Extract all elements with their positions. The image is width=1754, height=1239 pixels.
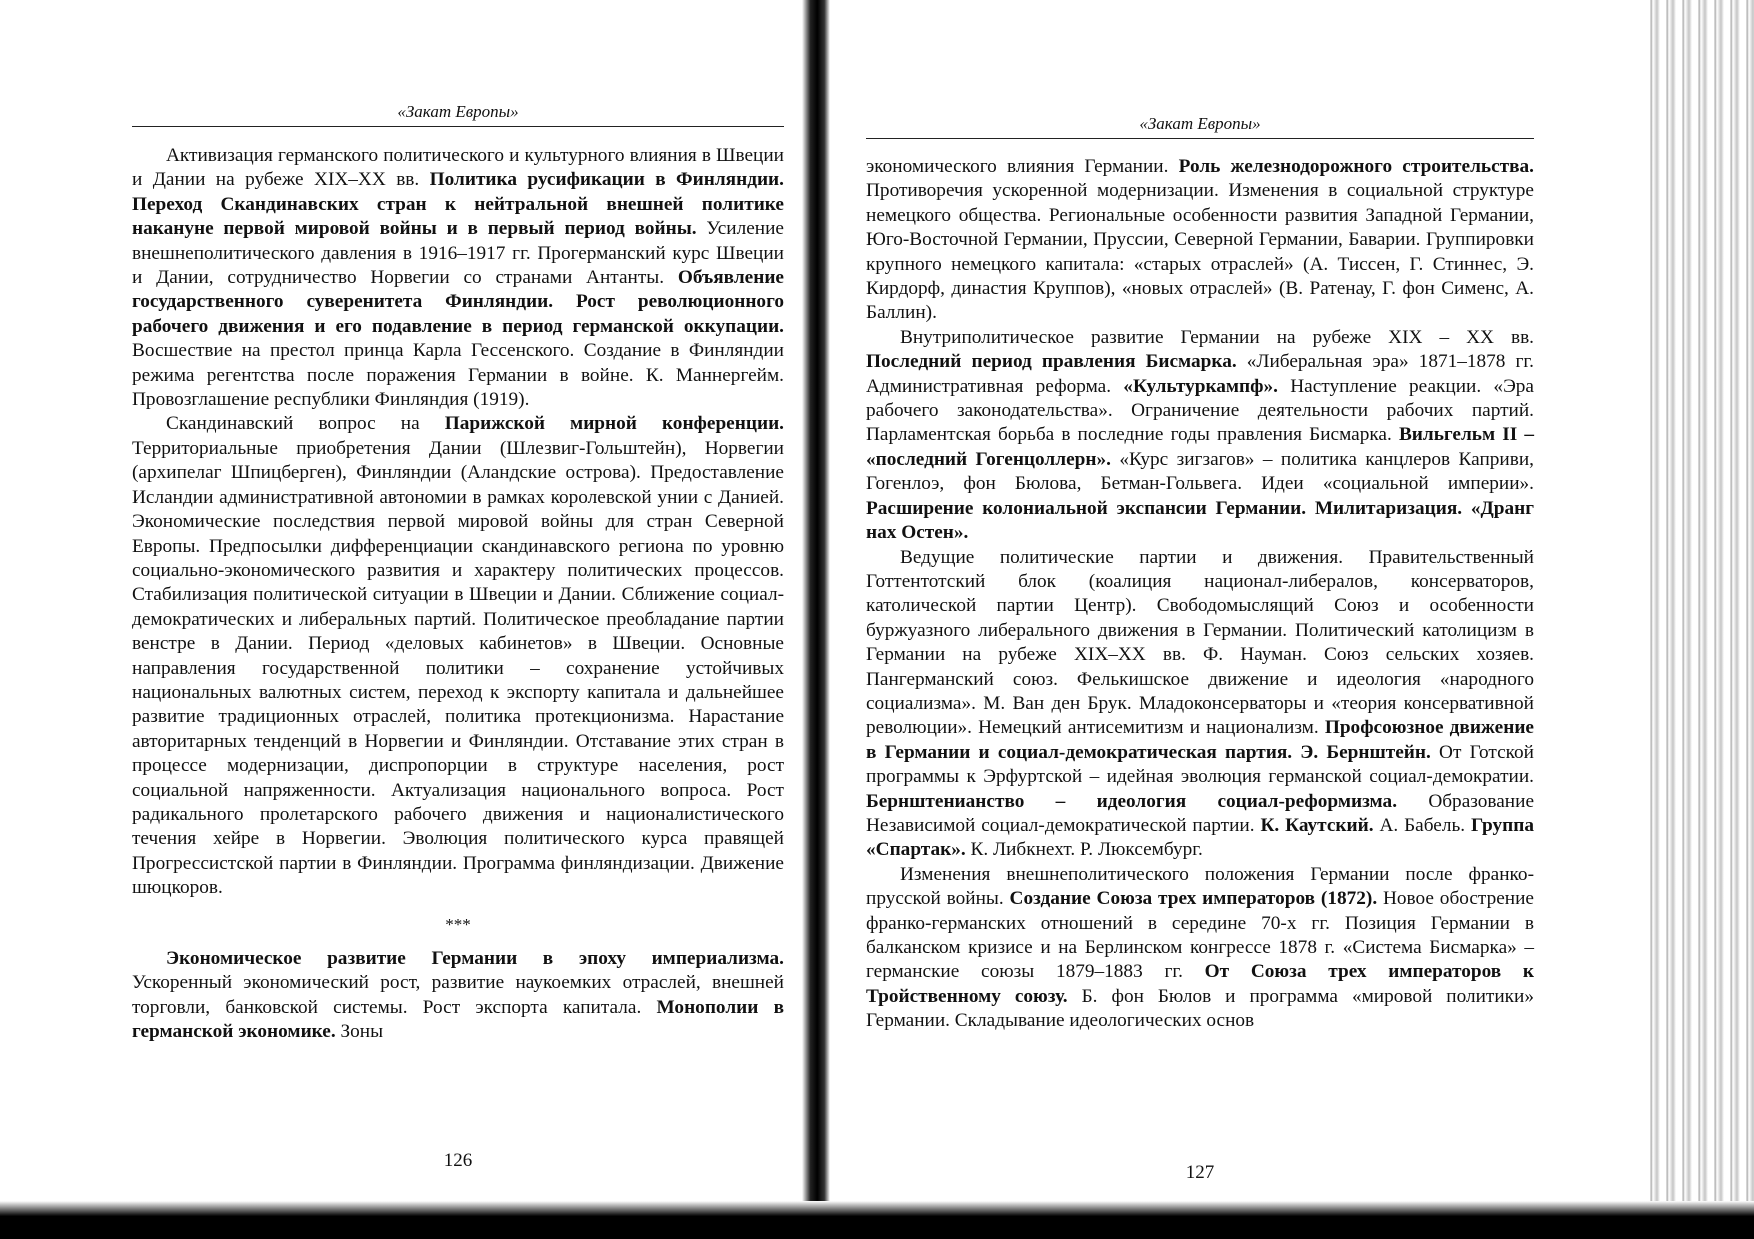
- bold-heading-run: Вильгельм II – «последний Гогенцоллерн».: [866, 424, 1535, 470]
- running-header: «Закат Европы»: [866, 114, 1534, 139]
- bold-heading-run: Последний период правления Бисмарка.: [866, 351, 1237, 373]
- text-run: Образование Независимой социал-демократической партии.: [866, 790, 1535, 836]
- paragraphs: [132, 144, 784, 901]
- bold-heading-run: Группа «Спартак».: [866, 814, 1535, 861]
- text-run: Изменения внешнеполитического положения Германии после франко-прусской войны.: [866, 863, 1534, 910]
- text-run: Б. фон Бюлов и программа «мировой политики» Германии. Складывание идеологических основ: [866, 985, 1534, 1032]
- bold-heading-run: Профсоюзное движение в Германии и социал-демократическая партия. Э. Бернштейн.: [866, 717, 1534, 763]
- text-run: Восшествие на престол принца Карла Гессенского. Создание в Финляндии режима регентства после поражения Германии в войне. К. Маннергейм. Провозглашение республики Финляндия (1919).: [132, 340, 784, 411]
- text-run: Наступление реакции. «Эра рабочего законодательства». Ограничение деятельности рабочих партий. Парламентская борьба в последние годы правления Бисмарка.: [866, 375, 1534, 446]
- text-run: «Курс зигзагов» – политика канцлеров Каприви, Гогенлоэ, фон Бюлова, Бетман-Гольвега. Идеи «социальной империи».: [866, 448, 1534, 495]
- text-run: К. Либкнехт. Р. Люксембург.: [965, 839, 1203, 861]
- bold-heading-run: Роль железнодорожного строительства.: [1178, 156, 1534, 177]
- text-run: экономического влияния Германии.: [866, 156, 1179, 177]
- scan-shadow: [0, 1201, 1754, 1239]
- bold-heading-run: Парижской мирной конференции.: [444, 413, 784, 435]
- text-run: Активизация германского политического и культурного влияния в Швеции и Дании на рубеже XIX–XX вв.: [132, 145, 784, 191]
- paragraph: [132, 144, 784, 412]
- paragraph: [866, 546, 1534, 863]
- text-run: «Либеральная эра» 1871–1878 гг. Административная реформа.: [866, 351, 1534, 397]
- paragraphs: [866, 155, 1534, 1034]
- page-number: 126: [443, 1150, 473, 1171]
- paragraph: [132, 947, 784, 1045]
- paragraphs-after: [132, 947, 784, 1045]
- book-spine: [802, 0, 830, 1239]
- text-run: Новое обострение франко-германских отношений в середине 70-х гг. Позиция Германии в балканском кризисе и на Берлинском конгрессе 1878 г. «Система Бисмарка» – германские союзы 1879–1883 гг.: [866, 888, 1534, 983]
- text-run: Ведущие политические партии и движения. Правительственный Готтентотский блок (коалиция национал-либералов, консерваторов, католической партии Центр). Свободомыслящий Союз и особенности буржуазного либерального движения в Германии. Политический католицизм в Германии на рубеже XIX–XX вв. Ф. Науман. Союз сельских хозяев. Пангерманский союз. Фелькишское движение и идеология «народного социализма». М. Ван ден Брук. Младоконсерваторы и «теория консервативной революции». Немецкий антисемитизм и национализм.: [866, 546, 1534, 739]
- bold-heading-run: Бернштенианство – идеология социал-реформизма.: [866, 790, 1398, 812]
- bold-heading-run: От Союза трех императоров к Тройственному союзу.: [866, 961, 1534, 1007]
- page-number: 127: [1185, 1162, 1215, 1183]
- bold-heading-run: Монополии в германской экономике.: [132, 996, 784, 1043]
- page-edges: [1644, 0, 1754, 1239]
- bold-heading-run: Экономическое развитие Германии в эпоху империализма.: [166, 948, 784, 969]
- text-run: От Готской программы к Эрфуртской – идейная эволюция германской социал-демократии.: [866, 741, 1534, 788]
- text-run: Территориальные приобретения Дании (Шлезвиг-Гольштейн), Норвегии (архипелаг Шпицберген), Финляндии (Аландские острова). Предоставление Исландии административной автономии в рамках королевской унии с Данией. Экономические последствия первой мировой войны для стран Северной Европы. Предпосылки дифференциации скандинавского региона по уровню социально-экономического развития и характеру политических процессов. Стабилизация политической ситуации в Швеции и Дании. Сближение социал-демократических и либеральных партий. Политическое преобладание партии венстре в Дании. Период «деловых кабинетов» в Швеции. Основные направления государственной политики – сохранение устойчивых национальных валютных систем, переход к экспорту капитала и дальнейшее развитие традиционных отраслей, политика протекционизма. Нарастание авторитарных тенденций в Норвегии и Финляндии. Отставание этих стран в процессе модернизации, диспропорции в структуре населения, рост социальной напряженности. Актуализация национального вопроса. Рост радикального пролетарского рабочего движения и националистического течения хейре в Норвегии. Эволюция политического курса правящей Прогрессистской партии в Финляндии. Программа финляндизации. Движение шюцкоров.: [132, 437, 784, 899]
- bold-heading-run: «Культуркампф».: [1123, 375, 1278, 397]
- running-header: «Закат Европы»: [132, 102, 784, 127]
- paragraph: [866, 155, 1534, 326]
- paragraph: [132, 412, 784, 900]
- page-body: [132, 144, 784, 1045]
- bold-heading-run: К. Каутский.: [1260, 814, 1374, 836]
- page-body: [866, 155, 1534, 1034]
- bold-heading-run: Объявление государственного суверенитета Финляндии. Рост революционного рабочего движения и его подавление в период германской оккупации.: [132, 267, 784, 337]
- paragraph: [866, 863, 1534, 1034]
- bold-heading-run: Политика русификации в Финляндии. Переход Скандинавских стран к нейтральной внешней политике накануне первой мировой войны и в первый период войны.: [132, 169, 784, 240]
- bold-heading-run: Расширение колониальной экспансии Германии. Милитаризация. «Дранг нах Остен».: [866, 497, 1534, 544]
- text-run: Ускоренный экономический рост, развитие наукоемких отраслей, внешней торговли, банковской системы. Рост экспорта капитала.: [132, 972, 784, 1018]
- text-run: Скандинавский вопрос на: [166, 413, 445, 435]
- text-run: Зоны: [335, 1021, 384, 1043]
- text-run: Противоречия ускоренной модернизации. Изменения в социальной структуре немецкого общества. Региональные особенности развития Западной Германии, Юго-Восточной Германии, Пруссии, Северной Германии, Баварии. Группировки крупного немецкого капитала: «старых отраслей» (А. Тиссен, Г. Стиннес, Э. Кирдорф, династия Круппов), «новых отраслей» (В. Ратенау, Г. фон Сименс, А. Баллин).: [866, 180, 1534, 324]
- text-run: Внутриполитическое развитие Германии на рубеже XIX – XX вв.: [900, 326, 1534, 348]
- text-run: А. Бабель.: [1373, 814, 1471, 836]
- bold-heading-run: Создание Союза трех императоров (1872).: [1009, 888, 1378, 910]
- section-separator: ***: [445, 914, 471, 934]
- text-run: Усиление внешнеполитического давления в 1916–1917 гг. Прогерманский курс Швеции и Дании, сотрудничество Норвегии со странами Антанты.: [132, 218, 784, 289]
- paragraph: [866, 326, 1534, 546]
